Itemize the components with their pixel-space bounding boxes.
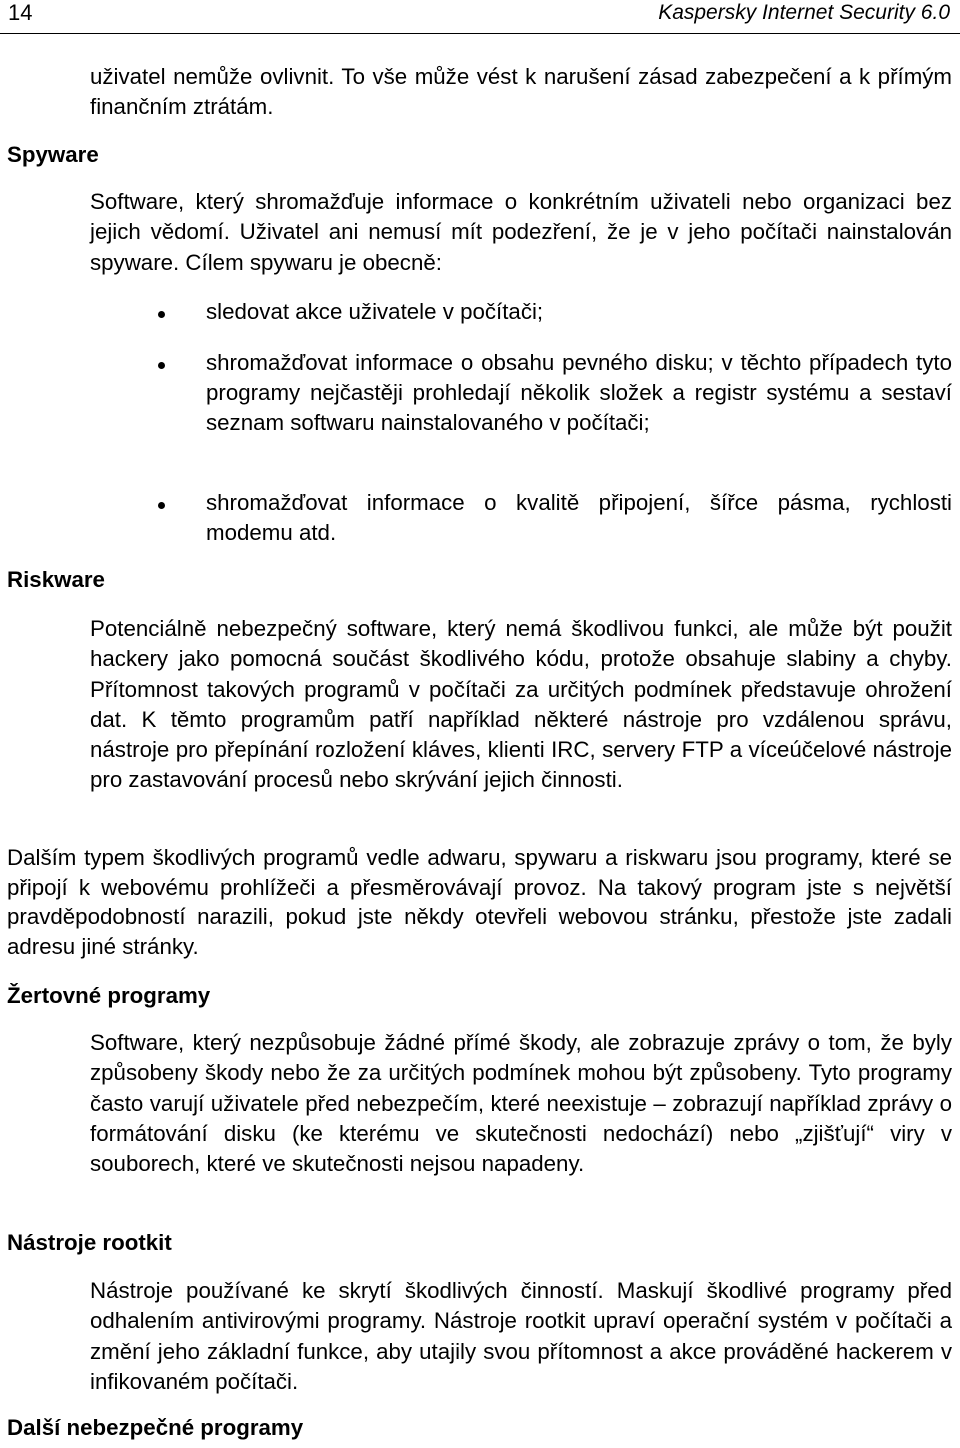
bullet-icon <box>158 311 165 318</box>
spyware-heading: Spyware <box>7 142 99 167</box>
continuation-paragraph: uživatel nemůže ovlivnit. To vše může vést k narušení zásad zabezpečení a k přímým finančním ztrátám. <box>90 64 952 120</box>
joke-programs-heading: Žertovné programy <box>7 983 211 1008</box>
other-dangerous-heading: Další nebezpečné programy <box>7 1415 304 1440</box>
running-header-title: Kaspersky Internet Security 6.0 <box>658 1 950 24</box>
spyware-bullet-2: shromažďovat informace o obsahu pevného disku; v těchto případech tyto programy nejčastěji prohledají několik složek a registr systému a sestaví seznam softwaru nainstalovaného v počítači; <box>206 350 952 435</box>
riskware-heading: Riskware <box>7 567 105 592</box>
riskware-paragraph: Potenciálně nebezpečný software, který nemá škodlivou funkci, ale může být použit hackery jako pomocná součást škodlivého kódu, protože obsahuje slabiny a chyby. Přítomnost takových programů v počítači za určitých podmínek představuje ohrožení dat. K těmto programům patří například některé nástroje pro vzdálenou správu, nástroje pro přepínání rozložení kláves, klienti IRC, servery FTP a víceúčelové nástroje pro zastavování procesů nebo skrývání jejich činnosti. <box>90 616 952 793</box>
header-divider <box>0 33 960 34</box>
joke-programs-paragraph: Software, který nezpůsobuje žádné přímé škody, ale zobrazuje zprávy o tom, že byly způsobeny škody nebo že za určitých podmínek mohou být způsobeny. Tyto programy často varují uživatele před nebezpečím, které neexistuje – zobrazují například zprávy o formátování disku (ke kterému ve skutečnosti nedochází) nebo „zjišťují“ viry v souborech, které ve skutečnosti nejsou napadeny. <box>90 1030 952 1177</box>
bullet-icon <box>158 362 165 369</box>
rootkit-heading: Nástroje rootkit <box>7 1230 172 1255</box>
general-paragraph: Dalším typem škodlivých programů vedle adwaru, spywaru a riskwaru jsou programy, které se připojí k webovému prohlížeči a přesměrovávají provoz. Na takový program jste s největší pravděpodobností narazili, pokud jste někdy otevřeli webovou stránku, přestože jste zadali adresu jiné stránky. <box>7 845 952 959</box>
spyware-bullet-3: shromažďovat informace o kvalitě připojení, šířce pásma, rychlosti modemu atd. <box>206 490 952 545</box>
page-number: 14 <box>8 0 33 25</box>
bullet-icon <box>158 502 165 509</box>
rootkit-paragraph: Nástroje používané ke skrytí škodlivých činností. Maskují škodlivé programy před odhalením antivirovými programy. Nástroje rootkit upraví operační systém v počítači a změní jeho základní funkce, aby utajily svou přítomnost a akce prováděné hackerem v infikovaném počítači. <box>90 1278 952 1394</box>
spyware-bullet-1: sledovat akce uživatele v počítači; <box>206 299 544 324</box>
spyware-intro: Software, který shromažďuje informace o konkrétním uživateli nebo organizaci bez jejich vědomí. Uživatel ani nemusí mít podezření, že je v jeho počítači nainstalován spyware. Cílem spywaru je obecně: <box>90 189 952 275</box>
